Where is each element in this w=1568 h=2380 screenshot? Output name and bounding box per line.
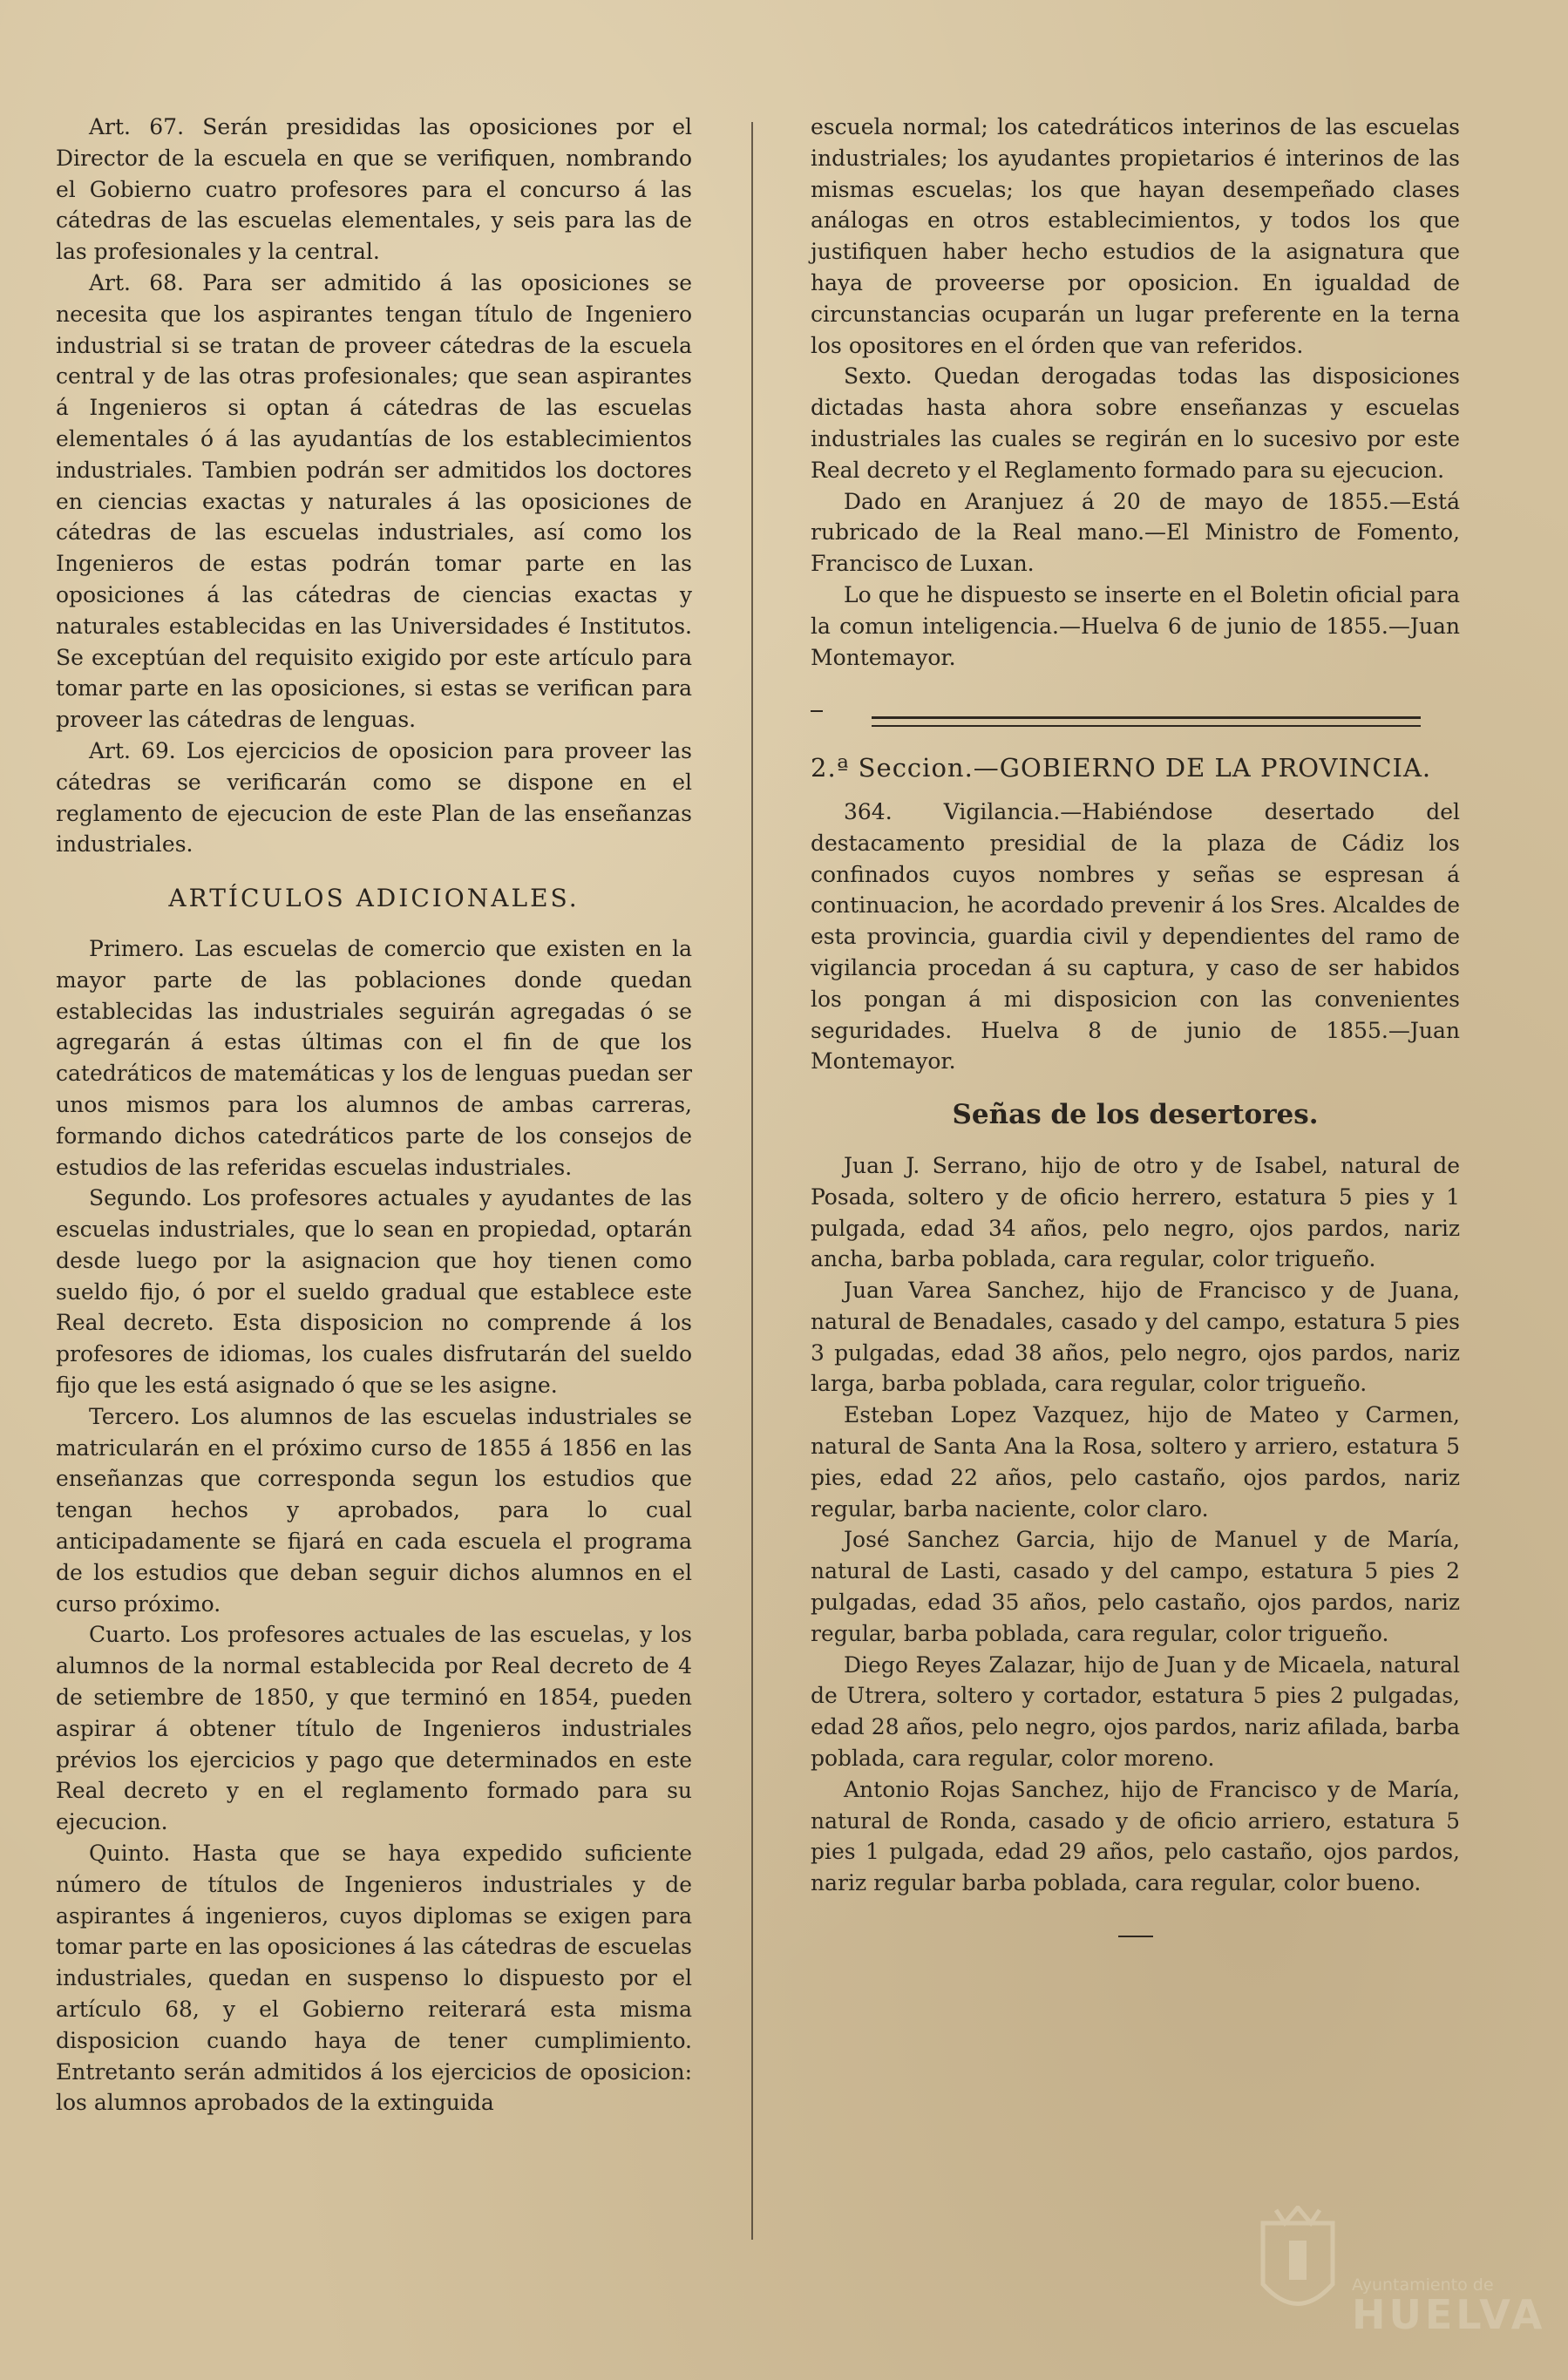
ornament-dash bbox=[1118, 1936, 1153, 1937]
deserters-heading: Señas de los desertores. bbox=[952, 1099, 1319, 1131]
deserter-entry: Esteban Lopez Vazquez, hijo de Mateo y Carmen, natural de Santa Ana la Rosa, soltero y arriero, estatura 5 pies, edad 22 años, pelo castaño, ojos pardos, nariz regular, barba naciente, color claro. bbox=[811, 1402, 1460, 1522]
watermark-text bbox=[1352, 2275, 1546, 2338]
deserter-entry: Juan Varea Sanchez, hijo de Francisco y de Juana, natural de Benadales, casado y del campo, estatura 5 pies 3 pulgadas, edad 38 años, pelo negro, ojos pardos, nariz larga, barba poblada, cara regular, color trigueño. bbox=[811, 1278, 1460, 1397]
publication-order: Lo que he dispuesto se inserte en el Boletin oficial para la comun inteligencia.—Huelva 6 de junio de 1855.—Juan Montemayor. bbox=[811, 581, 1460, 670]
left-column bbox=[56, 112, 692, 2119]
article-69: Art. 69. Los ejercicios de oposicion para proveer las cátedras se verificarán como se dispone en el reglamento de ejecucion de este Plan de las enseñanzas industriales. bbox=[56, 737, 692, 858]
decree-signature: Dado en Aranjuez á 20 de mayo de 1855.—Está rubricado de la Real mano.—El Ministro de Fomento, Francisco de Luxan. bbox=[811, 488, 1460, 577]
short-dash bbox=[811, 710, 823, 712]
end-ornament bbox=[811, 1915, 1460, 1946]
additional-article-quinto: Quinto. Hasta que se haya expedido suficiente número de títulos de Ingenieros industriales y de aspirantes á ingenieros, cuyos diplomas se exigen para tomar parte en las oposiciones á las cátedras de escuelas industriales, quedan en suspenso lo dispuesto por el artículo 68, y el Gobierno reiterará esta misma disposicion cuando haya de tener cumplimiento. Entretanto serán admitidos á los ejercicios de oposicion: los alumnos aprobados de la extinguida bbox=[56, 1841, 692, 2116]
deserter-entry: Antonio Rojas Sanchez, hijo de Francisco y de María, natural de Ronda, casado y de oficio arriero, estatura 5 pies 1 pulgada, edad 29 años, pelo castaño, ojos pardos, nariz regular barba poblada, cara regular, color bueno. bbox=[811, 1776, 1460, 1896]
additional-article-primero: Primero. Las escuelas de comercio que existen en la mayor parte de las poblaciones donde quedan establecidas las industriales seguirán agregadas ó se agregarán á estas últimas con el fin de que los catedráticos de matemáticas y los de lenguas puedan ser unos mismos para los alumnos de ambas carreras, formando dichos catedráticos parte de los consejos de estudios de las referidas escuelas industriales. bbox=[56, 935, 692, 1180]
article-68: Art. 68. Para ser admitido á las oposiciones se necesita que los aspirantes tengan título de Ingeniero industrial si se tratan de proveer cátedras de la escuela central y de las otras profesionales; que sean aspirantes á Ingenieros si optan á cátedras de las escuelas elementales ó á las ayudantías de los establecimientos industriales. Tambien podrán ser admitidos los doctores en ciencias exactas y naturales á las oposiciones de cátedras de las escuelas industriales, así como los Ingenieros de estas podrán tomar parte en las oposiciones á las cátedras de ciencias exactas y naturales establecidas en las Universidades é Institutos. Se exceptúan del requisito exigido por este artículo para tomar parte en las oposiciones, si estas se verifican para proveer las cátedras de lenguas. bbox=[56, 269, 692, 733]
column-divider bbox=[751, 122, 753, 2240]
additional-article-sexto: Sexto. Quedan derogadas todas las disposiciones dictadas hasta ahora sobre enseñanzas y escuelas industriales las cuales se regirán en lo sucesivo por este Real decreto y el Reglamento formado para su ejecucion. bbox=[811, 363, 1460, 483]
continuation-paragraph: escuela normal; los catedráticos interinos de las escuelas industriales; los ayudantes propietarios é interinos de las mismas escuelas; los que hayan desempeñado clases análogas en otros establecimientos, y todos los que justifiquen haber hecho estudios de la asignatura que haya de proveerse por oposicion. En igualdad de circunstancias ocuparán un lugar preferente en la terna los opositores en el órden que van referidos. bbox=[811, 114, 1460, 358]
watermark-big-text: HUELVA bbox=[1352, 2291, 1546, 2338]
deserter-entry: Juan J. Serrano, hijo de otro y de Isabel, natural de Posada, soltero y de oficio herrero, estatura 5 pies y 1 pulgada, edad 34 años, pelo negro, ojos pardos, nariz ancha, barba poblada, cara regular, color trigueño. bbox=[811, 1152, 1460, 1272]
notice-364: 364. Vigilancia.—Habiéndose desertado del destacamento presidial de la plaza de Cádiz los confinados cuyos nombres y señas se espresan á continuacion, he acordado prevenir á los Sres. Alcaldes de esta provincia, guardia civil y dependientes del ramo de vigilancia procedan á su captura, y caso de ser habidos los pongan á mi disposicion con las convenientes seguridades. Huelva 8 de junio de 1855.—Juan Montemayor. bbox=[811, 798, 1460, 1075]
additional-article-segundo: Segundo. Los profesores actuales y ayudantes de las escuelas industriales, que lo sean en propiedad, optarán desde luego por la asignacion que hoy tienen como sueldo fijo, ó por el sueldo gradual que establece este Real decreto. Esta disposicion no comprende á los profesores de idiomas, los cuales disfrutarán del sueldo fijo que les está asignado ó que se les asigne. bbox=[56, 1185, 692, 1399]
additional-article-tercero: Tercero. Los alumnos de las escuelas industriales se matricularán en el próximo curso de 1855 á 1856 en las enseñanzas que corresponda segun los estudios que tengan hechos y aprobados, para lo cual anticipadamente se fijará en cada escuela el programa de los estudios que deban seguir dichos alumnos en el curso próximo. bbox=[56, 1403, 692, 1617]
additional-article-cuarto: Cuarto. Los profesores actuales de las escuelas, y los alumnos de la normal establecida por Real decreto de 4 de setiembre de 1850, y que terminó en 1854, pueden aspirar á obtener título de Ingenieros industriales prévios los ejercicios y pago que determinados en este Real decreto y en el reglamento formado para su ejecucion. bbox=[56, 1622, 692, 1835]
section-rule bbox=[872, 716, 1421, 727]
adicionales-heading: ARTÍCULOS ADICIONALES. bbox=[168, 884, 580, 913]
archive-watermark bbox=[1254, 2171, 1546, 2345]
deserter-entry: José Sanchez Garcia, hijo de Manuel y de María, natural de Lasti, casado y del campo, estatura 5 pies 2 pulgadas, edad 35 años, pelo castaño, ojos pardos, nariz regular, barba poblada, cara regular, color trigueño. bbox=[811, 1527, 1460, 1646]
coat-of-arms-icon bbox=[1254, 2206, 1341, 2328]
article-67: Art. 67. Serán presididas las oposiciones por el Director de la escuela en que se verifiquen, nombrando el Gobierno cuatro profesores para el concurso á las cátedras de las escuelas elementales, y seis para las de las profesionales y la central. bbox=[56, 114, 692, 265]
watermark-small-text: Ayuntamiento de bbox=[1352, 2275, 1494, 2295]
deserter-entry: Diego Reyes Zalazar, hijo de Juan y de Micaela, natural de Utrera, soltero y cortador, estatura 5 pies 2 pulgadas, edad 28 años, pelo negro, ojos pardos, nariz afilada, barba poblada, cara regular, color moreno. bbox=[811, 1651, 1460, 1772]
right-column bbox=[811, 112, 1460, 1946]
section-title: 2.ª Seccion.—GOBIERNO DE LA PROVINCIA. bbox=[811, 753, 1432, 783]
